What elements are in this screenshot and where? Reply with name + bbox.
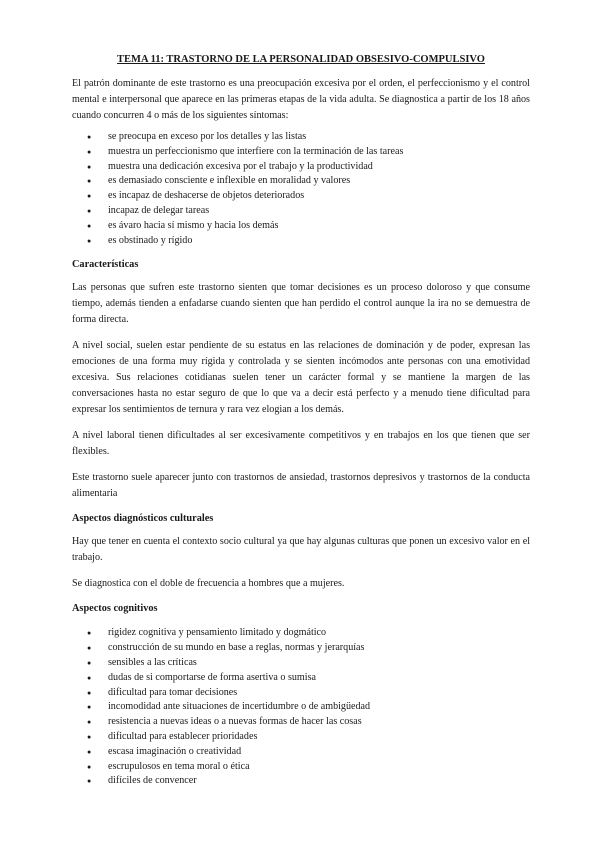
paragraph: A nivel laboral tienen dificultades al ser excesivamente competitivos y en trabajos en los que tienen que ser flexibles. — [72, 430, 530, 458]
list-item: ● escasa imaginación o creatividad — [72, 745, 530, 760]
list-item: ● rigidez cognitiva y pensamiento limitado y dogmático — [72, 626, 530, 641]
page-title: TEMA 11: TRASTORNO DE LA PERSONALIDAD OBSESIVO-COMPULSIVO — [117, 54, 485, 65]
section-heading-culturales: Aspectos diagnósticos culturales — [72, 513, 214, 525]
symptoms-list — [72, 130, 530, 248]
list-item: ● dificultad para tomar decisiones — [72, 686, 530, 701]
list-item: ● dudas de si comportarse de forma asertiva o sumisa — [72, 671, 530, 686]
list-item: ● dificultad para establecer prioridades — [72, 730, 530, 745]
list-item: ● muestra una dedicación excesiva por el trabajo y la productividad — [72, 160, 530, 175]
cognitive-aspects-list — [72, 626, 530, 789]
list-item: ● incapaz de delegar tareas — [72, 204, 530, 219]
document-body — [72, 52, 530, 789]
list-item: ● incomodidad ante situaciones de incertidumbre o de ambigüedad — [72, 700, 530, 715]
paragraph: Hay que tener en cuenta el contexto socio cultural ya que hay algunas culturas que ponen un excesivo valor en el trabajo. — [72, 536, 530, 564]
list-item: ● es ávaro hacia sí mismo y hacia los demás — [72, 219, 530, 234]
list-item: ● sensibles a las críticas — [72, 656, 530, 671]
intro-paragraph: El patrón dominante de este trastorno es una preocupación excesiva por el orden, el perfeccionismo y el control mental e interpersonal que aparece en las primeras etapas de la vida adulta. Se diagnostica a partir de los 18 años cuando concurren 4 o más de los siguientes síntomas: — [72, 78, 530, 121]
list-item: ● es incapaz de deshacerse de objetos deteriorados — [72, 189, 530, 204]
list-item: ● resistencia a nuevas ideas o a nuevas formas de hacer las cosas — [72, 715, 530, 730]
paragraph: Las personas que sufren este trastorno sienten que tomar decisiones es un proceso doloroso y que consume tiempo, además tienden a enfadarse cuando sienten que han perdido el control aunque la ira no se demuestra de forma directa. — [72, 282, 530, 326]
paragraph: Se diagnostica con el doble de frecuencia a hombres que a mujeres. — [72, 578, 345, 590]
list-item: ● es obstinado y rígido — [72, 234, 530, 249]
section-heading-caracteristicas: Características — [72, 259, 139, 271]
list-item: ● difíciles de convencer — [72, 774, 530, 789]
paragraph: A nivel social, suelen estar pendiente de su estatus en las relaciones de dominación y de poder, expresan las emociones de una forma muy rígida y controlada y se sienten incómodos ante personas con una emotividad excesiva. Sus relaciones cotidianas suelen tener un carácter formal y se mantiene la margen de las conversaciones hasta no estar seguro de que lo que va a decir está perfecto y a menudo tiene dificultad para expresar los sentimientos de ternura y rara vez elogian a los demás. — [72, 340, 530, 416]
section-heading-cognitivos: Aspectos cognitivos — [72, 603, 158, 615]
list-item: ● construcción de su mundo en base a reglas, normas y jerarquías — [72, 641, 530, 656]
list-item: ● se preocupa en exceso por los detalles y las listas — [72, 130, 530, 145]
list-item: ● es demasiado consciente e inflexible en moralidad y valores — [72, 174, 530, 189]
list-item: ● escrupulosos en tema moral o ética — [72, 760, 530, 775]
paragraph: Este trastorno suele aparecer junto con trastornos de ansiedad, trastornos depresivos y trastornos de la conducta alimentaria — [72, 472, 530, 500]
list-item: ● muestra un perfeccionismo que interfiere con la terminación de las tareas — [72, 145, 530, 160]
